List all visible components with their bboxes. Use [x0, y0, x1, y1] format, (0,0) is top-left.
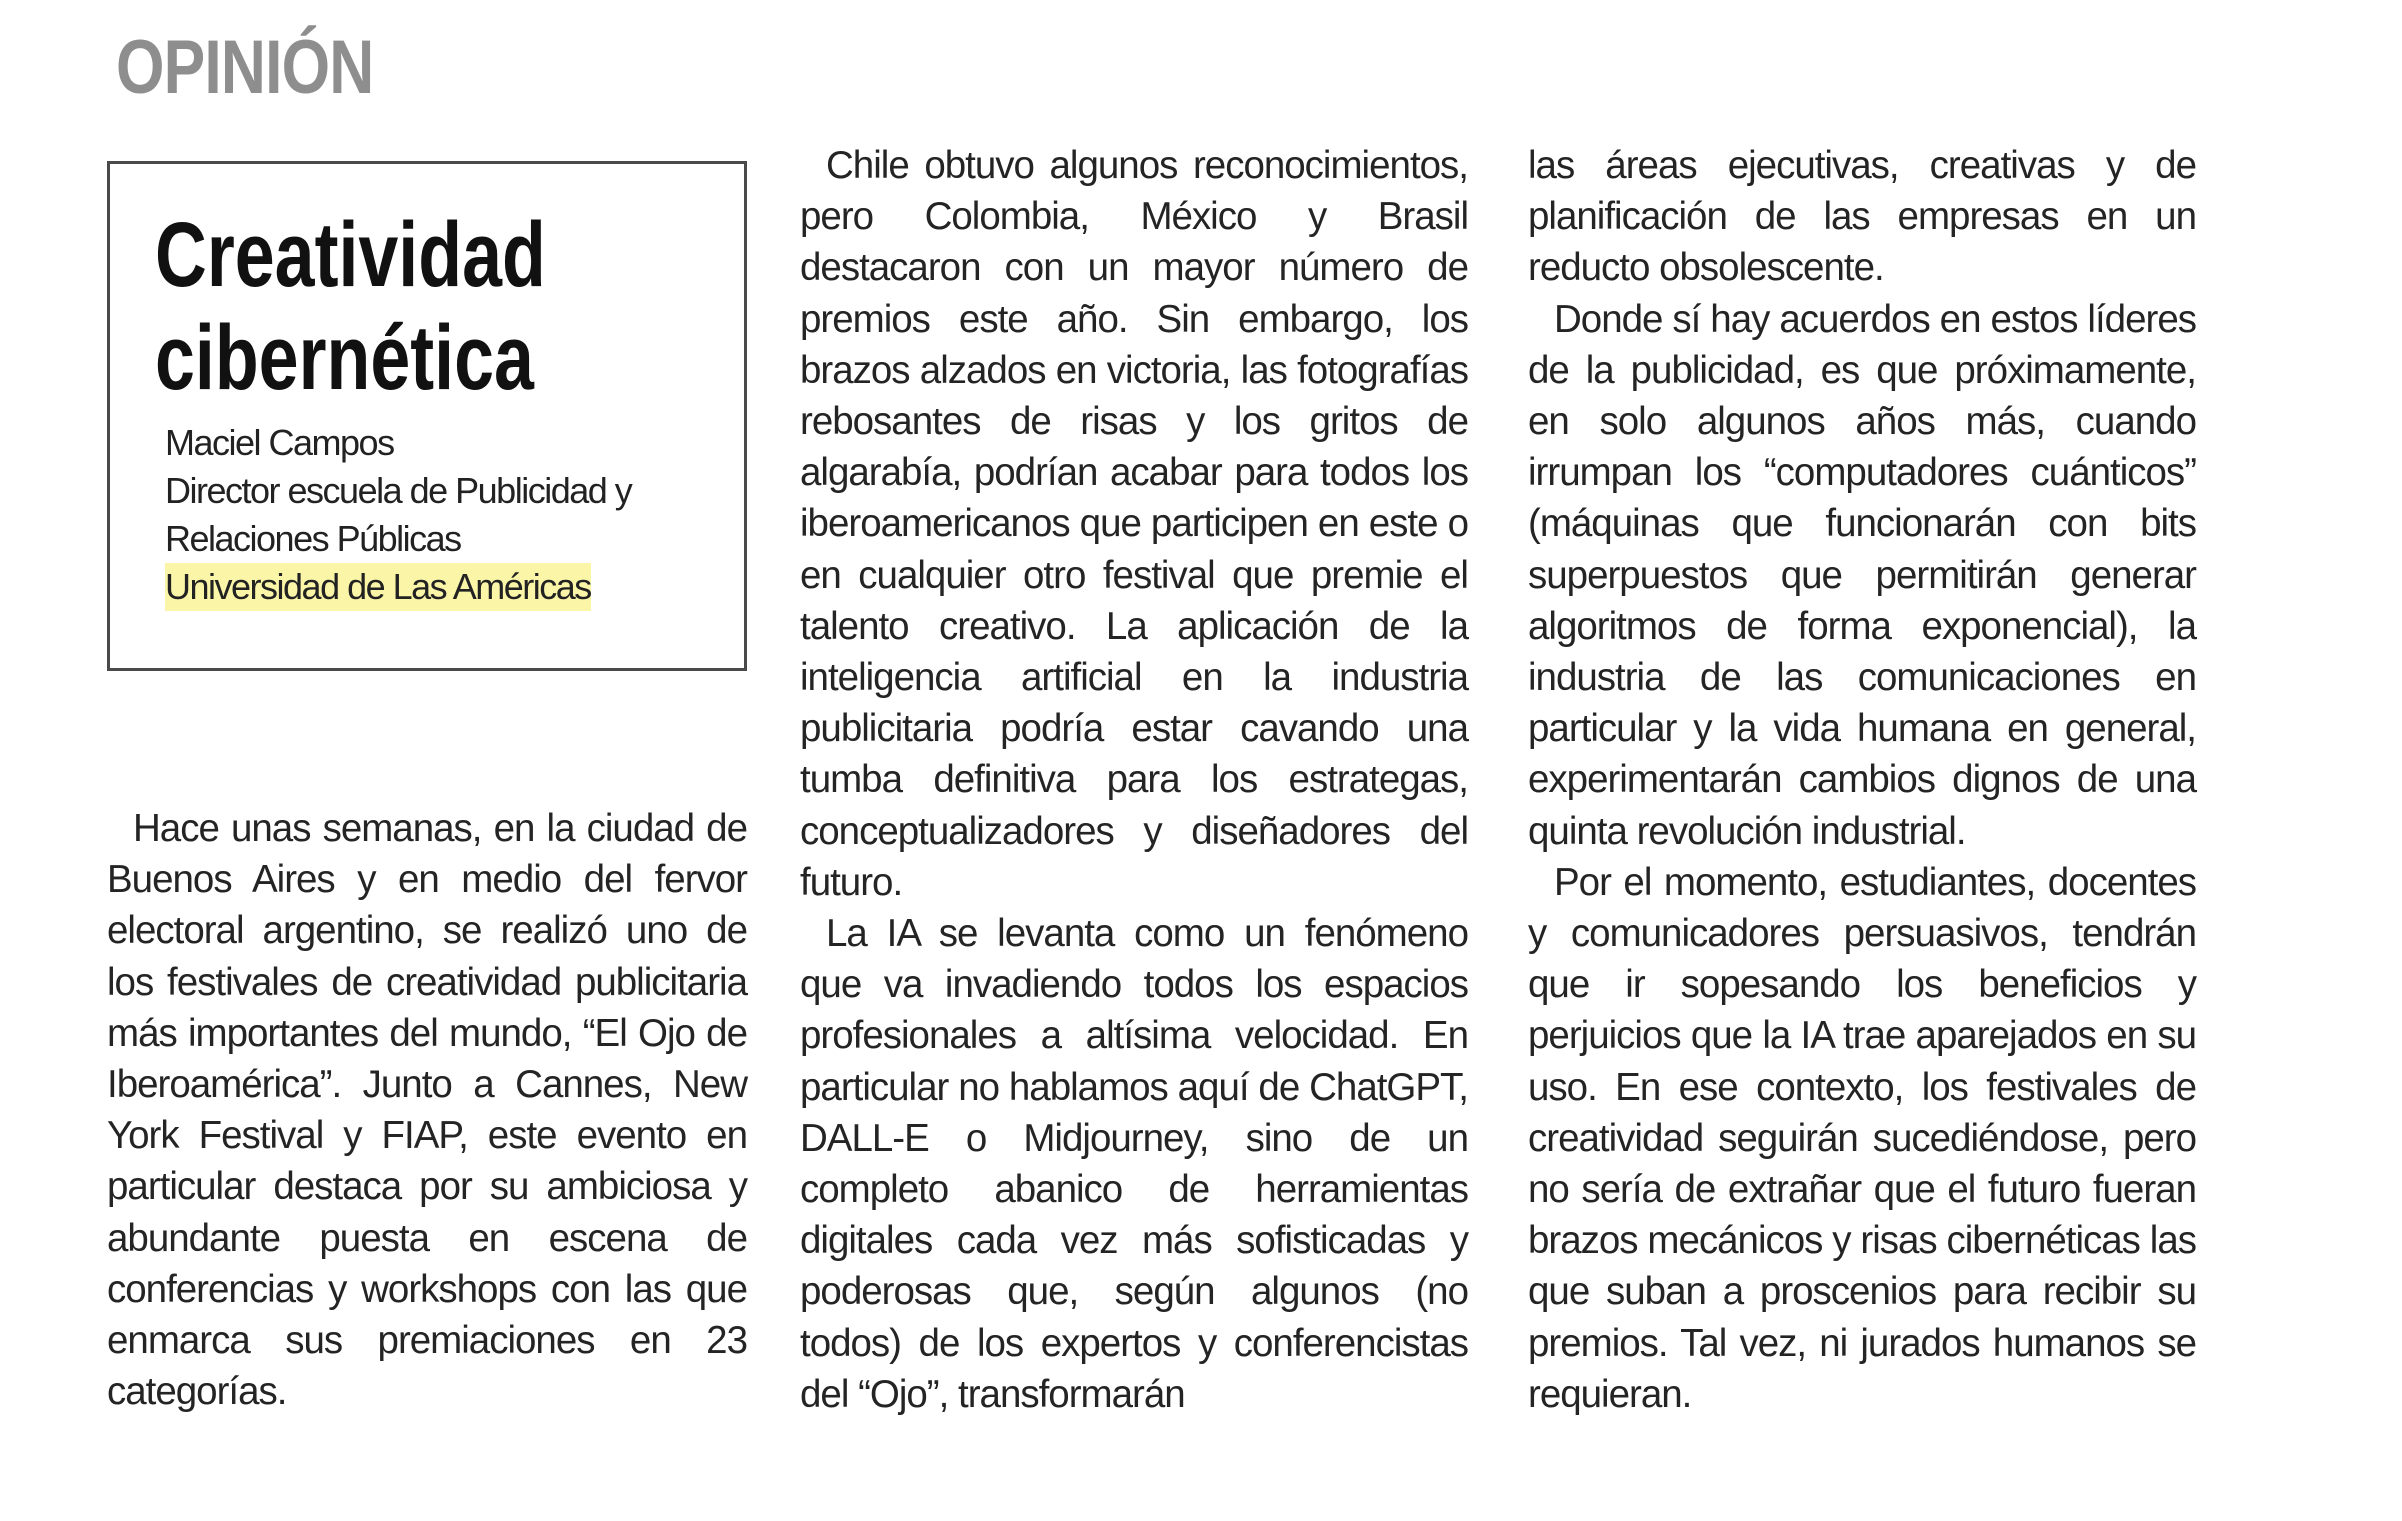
article-column-1 — [107, 803, 747, 1417]
article-column-2 — [800, 140, 1468, 1420]
article-paragraph-3: La IA se levanta como un fenómeno que va invadiendo todos los espacios profesionales a altísima velocidad. En particular no hablamos aquí de ChatGPT, DALL-E o Midjourney, sino de un completo abanico de herramientas digitales cada vez más sofisticadas y poderosas que, según algunos (no todos) de los expertos y conferencistas del “Ojo”, transformarán — [800, 912, 1468, 1416]
article-headline — [155, 204, 685, 410]
author-name: Maciel Campos — [165, 422, 394, 463]
section-label: OPINIÓN — [116, 25, 374, 110]
headline-line-1: Creatividad — [155, 204, 546, 306]
article-paragraph-4: Donde sí hay acuerdos en estos líderes de la publicidad, es que próximamente, en solo algunos años más, cuando irrumpan los “computadores cuánticos” (máquinas que funcionarán con bits superpuestos que permitirán generar algoritmos de forma exponencial), la industria de las comunicaciones en particular y la vida humana en general, experimentarán cambios dignos de una quinta revolución industrial. — [1528, 297, 2196, 853]
headline-line-2: cibernética — [155, 307, 534, 409]
article-paragraph-2: Chile obtuvo algunos reconocimientos, pero Colombia, México y Brasil destacaron con un mayor número de premios este año. Sin embargo, los brazos alzados en victoria, las fotografías rebosantes de risas y los gritos de algarabía, podrían acabar para todos los iberoamericanos que participen en este o en cualquier otro festival que premie el talento creativo. La aplicación de la inteligencia artificial en la industria publicitaria podría estar cavando una tumba definitiva para los estrategas, conceptualizadores y diseñadores del futuro. — [800, 144, 1468, 904]
article-paragraph-3-continued: las áreas ejecutivas, creativas y de planificación de las empresas en un reducto obsolescente. — [1528, 144, 2196, 290]
headline-box — [107, 161, 747, 671]
article-paragraph-1: Hace unas semanas, en la ciudad de Buenos Aires y en medio del fervor electoral argentino, se realizó uno de los festivales de creatividad publicitaria más importantes del mundo, “El Ojo de Iberoamérica”. Junto a Cannes, New York Festival y FIAP, este evento en particular destaca por su ambiciosa y abundante puesta en escena de conferencias y workshops con las que enmarca sus premiaciones en 23 categorías. — [107, 807, 747, 1414]
author-institution: Universidad de Las Américas — [165, 563, 591, 611]
author-role-line-1: Director escuela de Publicidad y — [165, 470, 632, 511]
article-column-3 — [1528, 140, 2196, 1420]
author-role-line-2: Relaciones Públicas — [165, 518, 461, 559]
author-byline — [165, 419, 725, 611]
article-paragraph-5: Por el momento, estudiantes, docentes y comunicadores persuasivos, tendrán que ir sopesando los beneficios y perjuicios que la IA trae aparejados en su uso. En ese contexto, los festivales de creatividad seguirán sucediéndose, pero no sería de extrañar que el futuro fueran brazos mecánicos y risas cibernéticas las que suban a proscenios para recibir su premios. Tal vez, ni jurados humanos se requieran. — [1528, 860, 2196, 1416]
